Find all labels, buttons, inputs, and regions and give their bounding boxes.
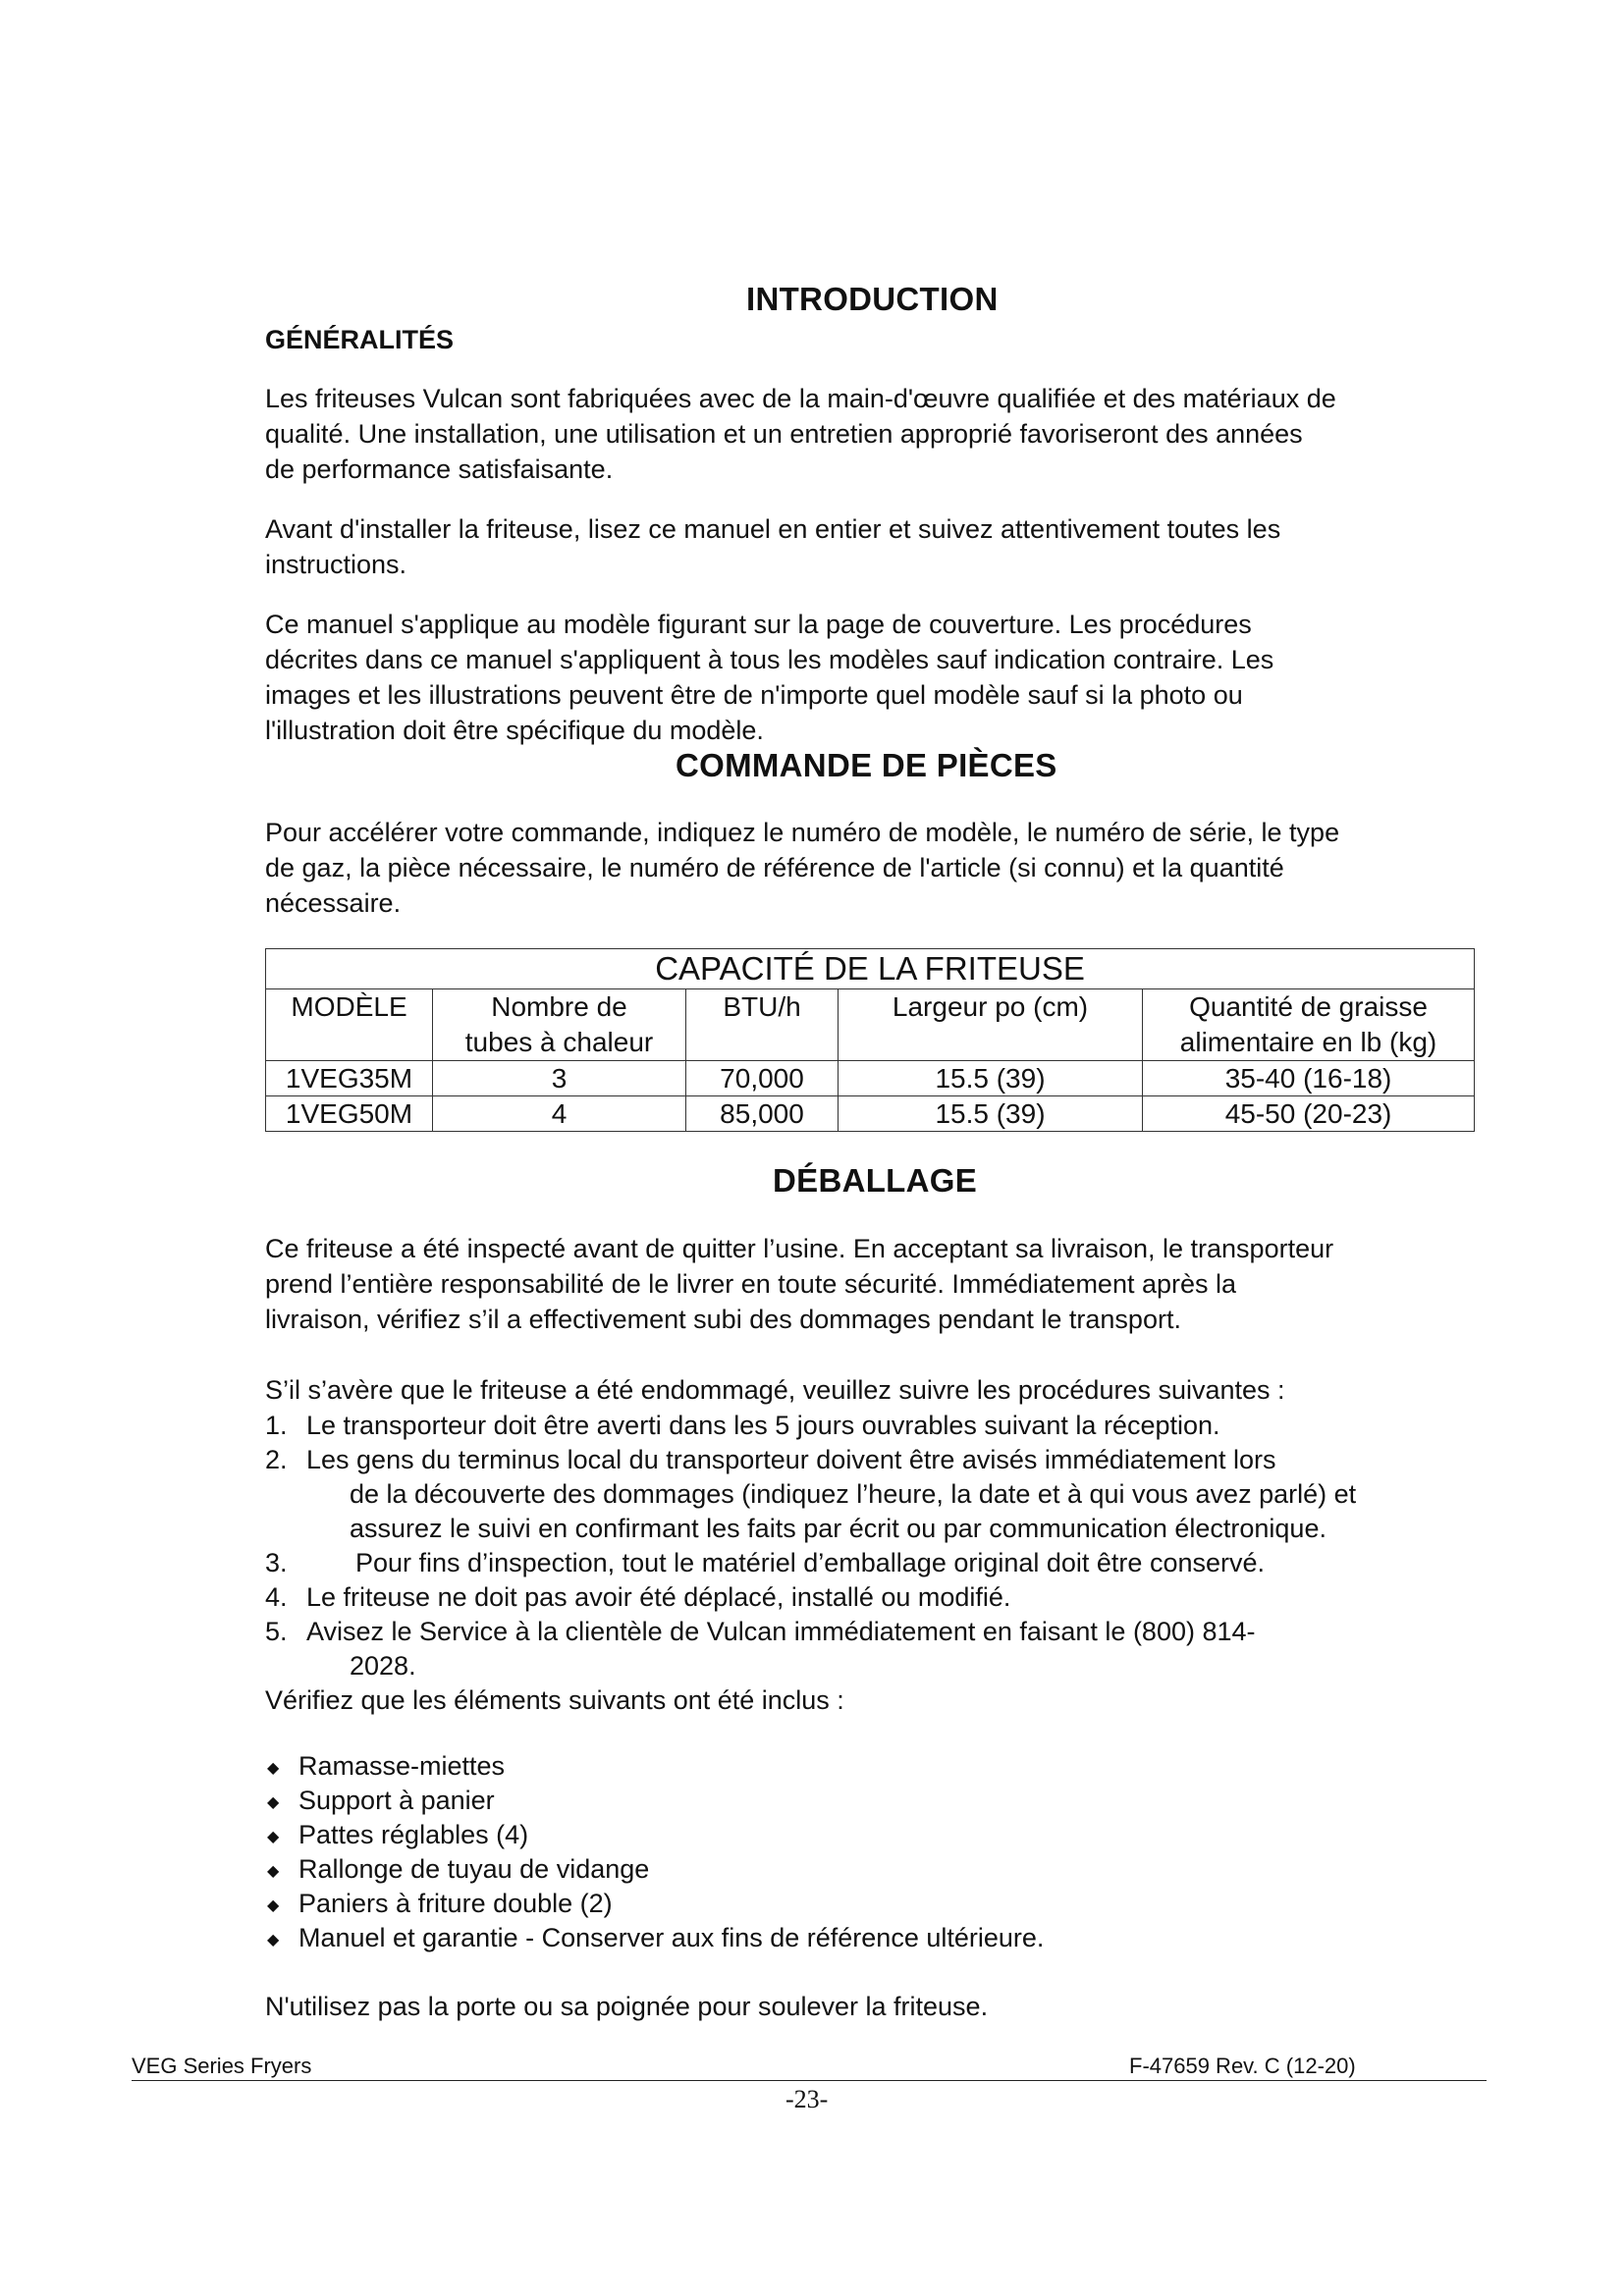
list-item: Manuel et garantie - Conserver aux fins de référence ultérieure. (298, 1923, 1045, 1952)
step-number: 3. (265, 1548, 288, 1577)
unpack-paragraph-1: Ce friteuse a été inspecté avant de quitter l’usine. En acceptant sa livraison, le transporteur prend l’entière responsabilité de le livrer en toute sécurité. Immédiatement après la livraison, vérifiez s’il a effectivement subi des dommages pendant le transport. (265, 1234, 1334, 1334)
table-cell: 35-40 (16-18) (1143, 1061, 1475, 1096)
step-number: 5. (265, 1617, 288, 1646)
step-number: 1. (265, 1411, 288, 1440)
diamond-bullet-icon: ◆ (267, 1760, 280, 1777)
list-item: Ramasse-miettes (298, 1751, 506, 1781)
table-cell: 15.5 (39) (839, 1096, 1143, 1132)
section-heading-order: COMMANDE DE PIÈCES (676, 747, 1057, 783)
table-cell: 1VEG50M (266, 1096, 433, 1132)
list-item: Rallonge de tuyau de vidange (298, 1854, 650, 1884)
diamond-bullet-icon: ◆ (267, 1932, 280, 1949)
step-text: Pour fins d’inspection, tout le matériel d’emballage original doit être conservé. (355, 1548, 1266, 1577)
general-paragraph-2: Avant d'installer la friteuse, lisez ce manuel en entier et suivez attentivement toutes les instructions. (265, 514, 1281, 579)
step-text: 2028. (350, 1651, 416, 1681)
table-cell: 4 (433, 1096, 686, 1132)
table-cell: 85,000 (686, 1096, 839, 1132)
diamond-bullet-icon: ◆ (267, 1829, 280, 1845)
step-number: 2. (265, 1445, 288, 1474)
list-item: Paniers à friture double (2) (298, 1889, 613, 1918)
table-row (266, 1096, 1475, 1132)
general-paragraph-3: Ce manuel s'applique au modèle figurant sur la page de couverture. Les procédures décrites dans ce manuel s'appliquent à tous les modèles sauf indication contraire. Les images et les illustrations peuvent être de n'importe quel modèle sauf si la photo ou l'illustration doit être spécifique du modèle. (265, 610, 1274, 745)
step-text: Le friteuse ne doit pas avoir été déplacé, installé ou modifié. (306, 1582, 1011, 1612)
footer-rule (132, 2080, 1487, 2081)
page-number: -23- (785, 2085, 829, 2113)
section-heading-unpack: DÉBALLAGE (773, 1162, 978, 1199)
list-item: Support à panier (298, 1786, 495, 1815)
header-cell: Largeur po (cm) (839, 989, 1143, 1061)
table-row (266, 1061, 1475, 1096)
capacity-table-caption: CAPACITÉ DE LA FRITEUSE (266, 949, 1475, 989)
header-cell: Quantité de graisse alimentaire en lb (kg) (1143, 989, 1475, 1061)
capacity-table-header (266, 989, 1475, 1061)
header-cell: BTU/h (686, 989, 839, 1061)
section-heading-general: GÉNÉRALITÉS (265, 325, 455, 354)
header-cell: Nombre de tubes à chaleur (433, 989, 686, 1061)
unpack-paragraph-2: S’il s’avère que le friteuse a été endommagé, veuillez suivre les procédures suivantes : (265, 1375, 1285, 1405)
step-text: de la découverte des dommages (indiquez l’heure, la date et à qui vous avez parlé) et (350, 1479, 1357, 1509)
step-text: Les gens du terminus local du transporteur doivent être avisés immédiatement lors (306, 1445, 1276, 1474)
footer-right: F-47659 Rev. C (12-20) (1129, 2054, 1356, 2078)
step-text: Le transporteur doit être averti dans les 5 jours ouvrables suivant la réception. (306, 1411, 1220, 1440)
step-number: 4. (265, 1582, 288, 1612)
check-intro: Vérifiez que les éléments suivants ont été inclus : (265, 1685, 844, 1715)
header-cell: MODÈLE (266, 989, 433, 1061)
general-paragraph-1: Les friteuses Vulcan sont fabriquées avec de la main-d'œuvre qualifiée et des matériaux de qualité. Une installation, une utilisation et un entretien approprié favoriseront des années de performance satisfaisante. (265, 384, 1336, 484)
capacity-table (265, 948, 1475, 1132)
footer-left: VEG Series Fryers (132, 2054, 312, 2078)
diamond-bullet-icon: ◆ (267, 1863, 280, 1880)
table-cell: 1VEG35M (266, 1061, 433, 1096)
step-text: Avisez le Service à la clientèle de Vulcan immédiatement en faisant le (800) 814- (306, 1617, 1256, 1646)
table-cell: 3 (433, 1061, 686, 1096)
page-title: INTRODUCTION (746, 281, 999, 317)
step-text: assurez le suivi en confirmant les faits par écrit ou par communication électronique. (350, 1514, 1326, 1543)
table-cell: 45-50 (20-23) (1143, 1096, 1475, 1132)
list-item: Pattes réglables (4) (298, 1820, 529, 1849)
order-paragraph: Pour accélérer votre commande, indiquez le numéro de modèle, le numéro de série, le type de gaz, la pièce nécessaire, le numéro de référence de l'article (si connu) et la quantité nécessaire. (265, 818, 1340, 918)
table-cell: 15.5 (39) (839, 1061, 1143, 1096)
lift-warning: N'utilisez pas la porte ou sa poignée pour soulever la friteuse. (265, 1992, 989, 2021)
diamond-bullet-icon: ◆ (267, 1897, 280, 1914)
table-cell: 70,000 (686, 1061, 839, 1096)
diamond-bullet-icon: ◆ (267, 1794, 280, 1811)
